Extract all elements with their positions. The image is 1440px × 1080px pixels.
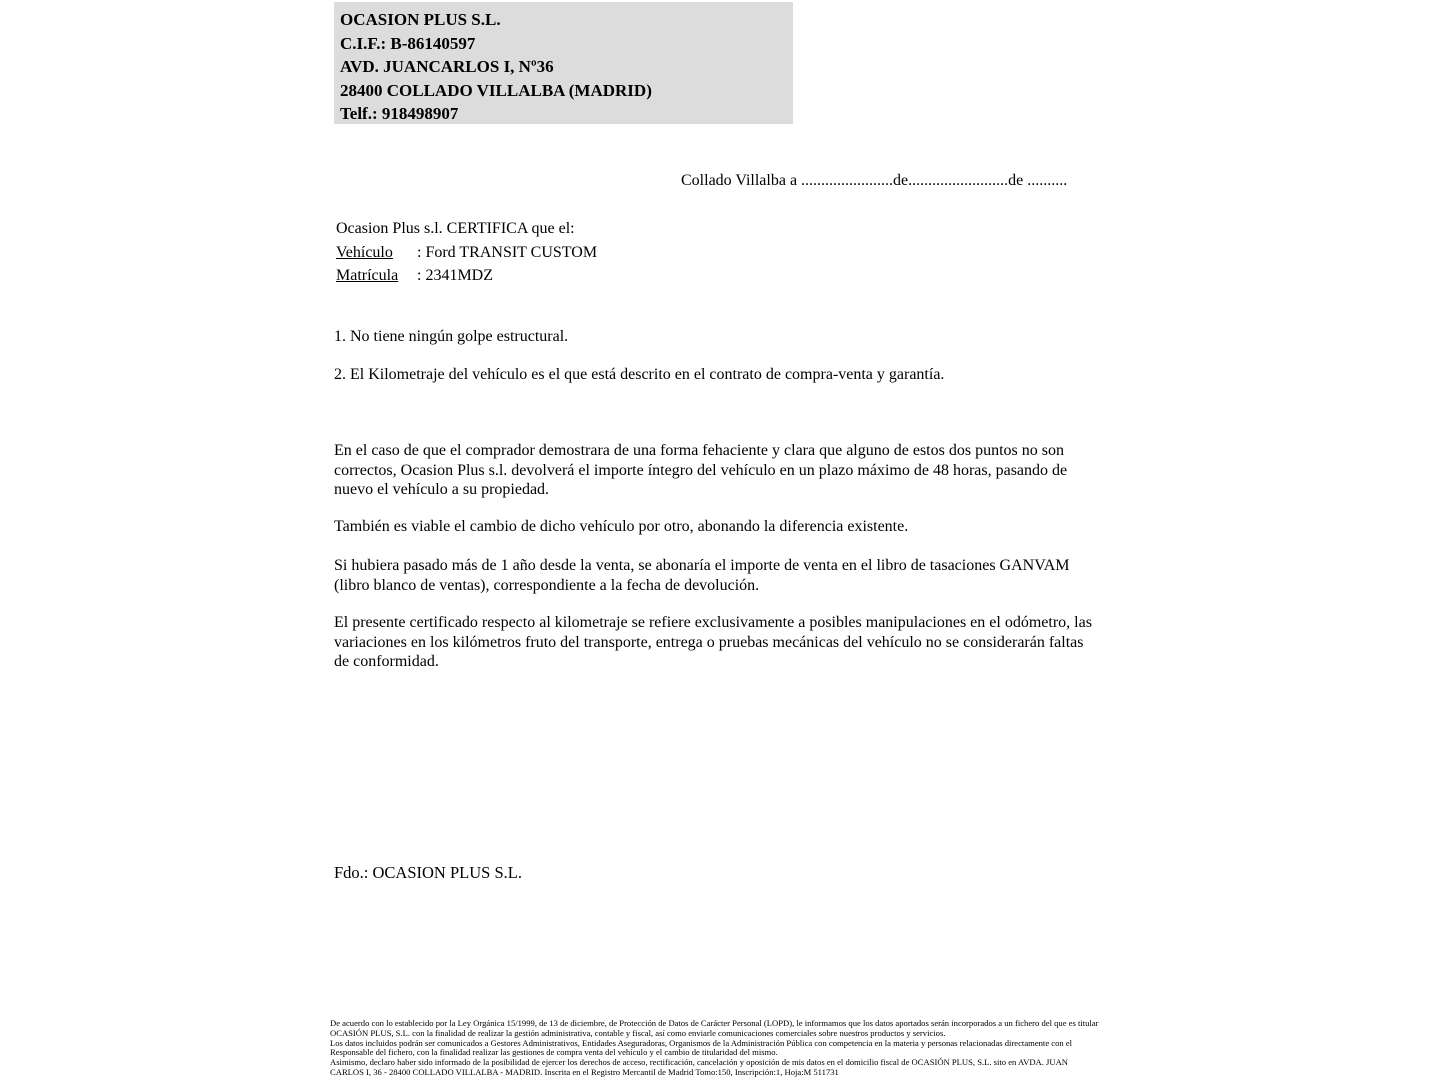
plate-row: [336, 264, 597, 288]
company-cif: C.I.F.: B-86140597: [340, 33, 476, 53]
legal-line: Asimismo, declaro haber sido informado de la posibilidad de ejercer los derechos de acceso, rectificación, cancelación y oposición de mis datos en el domicilio fiscal de OCASIÓN PLUS, S.L. sito en AVDA. JUAN: [330, 1057, 1069, 1068]
certificate-block: [336, 217, 597, 288]
legal-line: OCASIÓN PLUS, S.L. con la finalidad de realizar la gestión administrativa, contable y fiscal, así como enviarle comunicaciones comerciales sobre nuestros productos y servicios.: [330, 1027, 946, 1038]
certificate-intro: Ocasion Plus s.l. CERTIFICA que el:: [336, 220, 575, 237]
legal-line: Responsable del fichero, con la finalidad realizar las gestiones de compra venta del vehículo y el cambio de titularidad del mismo.: [330, 1047, 778, 1058]
legal-line: Los datos incluidos podrán ser comunicados a Gestores Administrativos, Entidades Aseguradoras, Organismos de la Administración Pública con competencia en la materia y personas relacionadas directamente con el: [330, 1037, 1073, 1048]
company-phone: Telf.: 918498907: [340, 104, 459, 123]
vehicle-row: [336, 241, 597, 265]
legal-line: De acuerdo con lo establecido por la Ley Orgánica 15/1999, de 13 de diciembre, de Protección de Datos de Carácter Personal (LOPD), le informamos que los datos aportados serán incorporados a un fichero del que es titular: [330, 1018, 1099, 1028]
company-name: OCASION PLUS S.L.: [340, 10, 501, 29]
paragraph-exchange: También es viable el cambio de dicho vehículo por otro, abonando la diferencia existente.: [334, 518, 909, 535]
plate-label: Matrícula: [336, 267, 399, 284]
clause-1: 1. No tiene ningún golpe estructural.: [334, 328, 569, 345]
legal-line: CARLOS I, 36 - 28400 COLLADO VILLALBA - MADRID. Inscrita en el Registro Mercantil de Madrid Tomo:150, Inscripción:1, Hoja:M 511731: [330, 1066, 839, 1077]
company-city: 28400 COLLADO VILLALBA (MADRID): [340, 80, 652, 100]
paragraph-ganvam: Si hubiera pasado más de 1 año desde la venta, se abonaría el importe de venta en el libro de tasaciones GANVAM (libro blanco de ventas), correspondiente a la fecha de devolución.: [334, 557, 1070, 594]
company-address: AVD. JUANCARLOS I, Nº36: [340, 57, 554, 76]
clause-2: 2. El Kilometraje del vehículo es el que está descrito en el contrato de compra-venta y garantía.: [334, 366, 945, 383]
date-line: Collado Villalba a .......................de.........................de ..........: [681, 172, 1068, 189]
paragraph-odometer: El presente certificado respecto al kilometraje se refiere exclusivamente a posibles manipulaciones en el odómetro, las variaciones en los kilómetros fruto del transporte, entrega o pruebas mecánicas del vehículo no se considerarán faltas de conformidad.: [334, 614, 1092, 670]
plate-value: : 2341MDZ: [417, 267, 493, 284]
letterhead: [334, 2, 793, 124]
legal-fine-print: [330, 1019, 1120, 1078]
vehicle-label: Vehículo: [336, 243, 393, 261]
paragraph-refund: En el caso de que el comprador demostrara de una forma fehaciente y clara que alguno de estos dos puntos no son correctos, Ocasion Plus s.l. devolverá el importe íntegro del vehículo en un plazo máximo de 48 horas, pasando de nuevo el vehículo a su propiedad.: [334, 442, 1068, 498]
signature-line: Fdo.: OCASION PLUS S.L.: [334, 863, 522, 882]
vehicle-value: : Ford TRANSIT CUSTOM: [417, 243, 598, 261]
